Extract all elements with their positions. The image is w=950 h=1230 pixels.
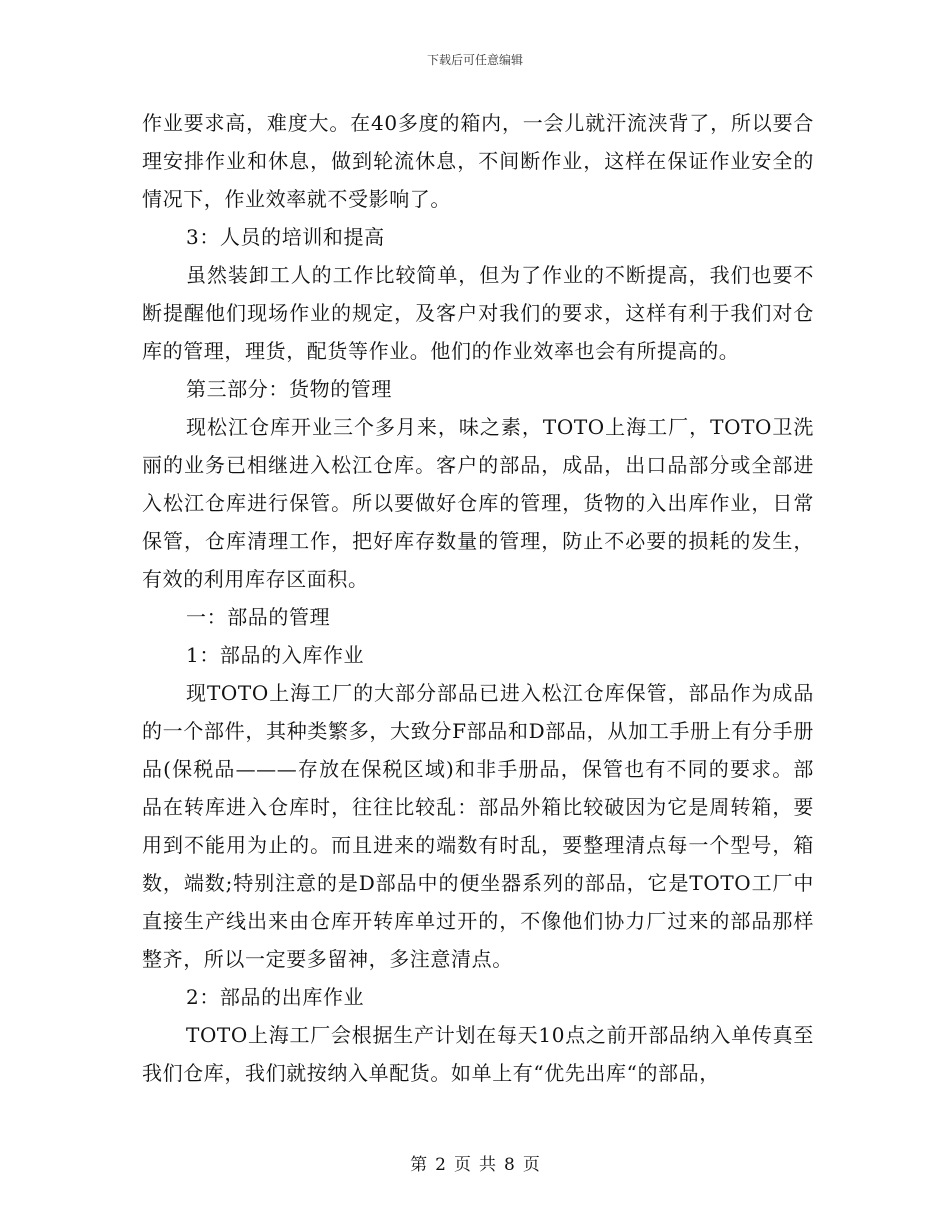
footer-page-unit: 页 [454, 1155, 471, 1175]
paragraph-10: TOTO上海工厂会根据生产计划在每天10点之前开部品纳入单传真至我们仓库，我们就按纳入单配货。如单上有“优先出库“的部品， [142, 1023, 814, 1085]
section-heading-parts-management: 一：部品的管理 [186, 605, 331, 629]
section-heading-part-three: 第三部分：货物的管理 [186, 377, 392, 401]
paragraph-8: 现TOTO上海工厂的大部分部品已进入松江仓库保管，部品作为成品的一个部件，其种类繁多，大致分F部品和D部品，从加工手册上有分手册品(保税品———存放在保税区域)和非手册品，保管也有不同的要求。部品在转库进入仓库时，往往比较乱：部品外箱比较破因为它是周转箱，要用到不能用为止的。而且进来的端数有时乱，要整理清点每一个型号，箱数，端数;特别注意的是D部品中的便坐器系列的部品，它是TOTO工厂中直接生产线出来由仓库开转库单过开的，不像他们协力厂过来的部品那样整齐，所以一定要多留神，多注意清点。 [142, 681, 814, 971]
paragraph-5: 现松江仓库开业三个多月来，味之素，TOTO上海工厂，TOTO卫洗丽的业务已相继进入松江仓库。客户的部品，成品，出口品部分或全部进入松江仓库进行保管。所以要做好仓库的管理，货物的入出库作业，日常保管，仓库清理工作，把好库存数量的管理，防止不必要的损耗的发生，有效的利用库存区面积。 [142, 415, 814, 591]
section-heading-staff-training: 3：人员的培训和提高 [186, 225, 385, 249]
paragraph-3: 虽然装卸工人的工作比较简单，但为了作业的不断提高，我们也要不断提醒他们现场作业的规定，及客户对我们的要求，这样有利于我们对仓库的管理，理货，配货等作业。他们的作业效率也会有所提高的。 [142, 263, 814, 363]
total-pages: 8 [504, 1155, 515, 1175]
section-heading-parts-inbound: 1：部品的入库作业 [186, 643, 365, 667]
paragraph-1: 作业要求高，难度大。在40多度的箱内，一会儿就汗流浃背了，所以要合理安排作业和休息，做到轮流休息，不间断作业，这样在保证作业安全的情况下，作业效率就不受影响了。 [142, 111, 814, 211]
page-header: 下载后可任意编辑 [426, 53, 523, 67]
section-heading-parts-outbound: 2：部品的出库作业 [186, 985, 365, 1009]
document-body [142, 104, 814, 1092]
footer-prefix: 第 [410, 1155, 428, 1175]
footer-total-prefix: 共 [479, 1155, 496, 1175]
footer-total-unit: 页 [522, 1155, 540, 1175]
page-footer [0, 1153, 950, 1177]
page-number: 2 [435, 1155, 446, 1175]
